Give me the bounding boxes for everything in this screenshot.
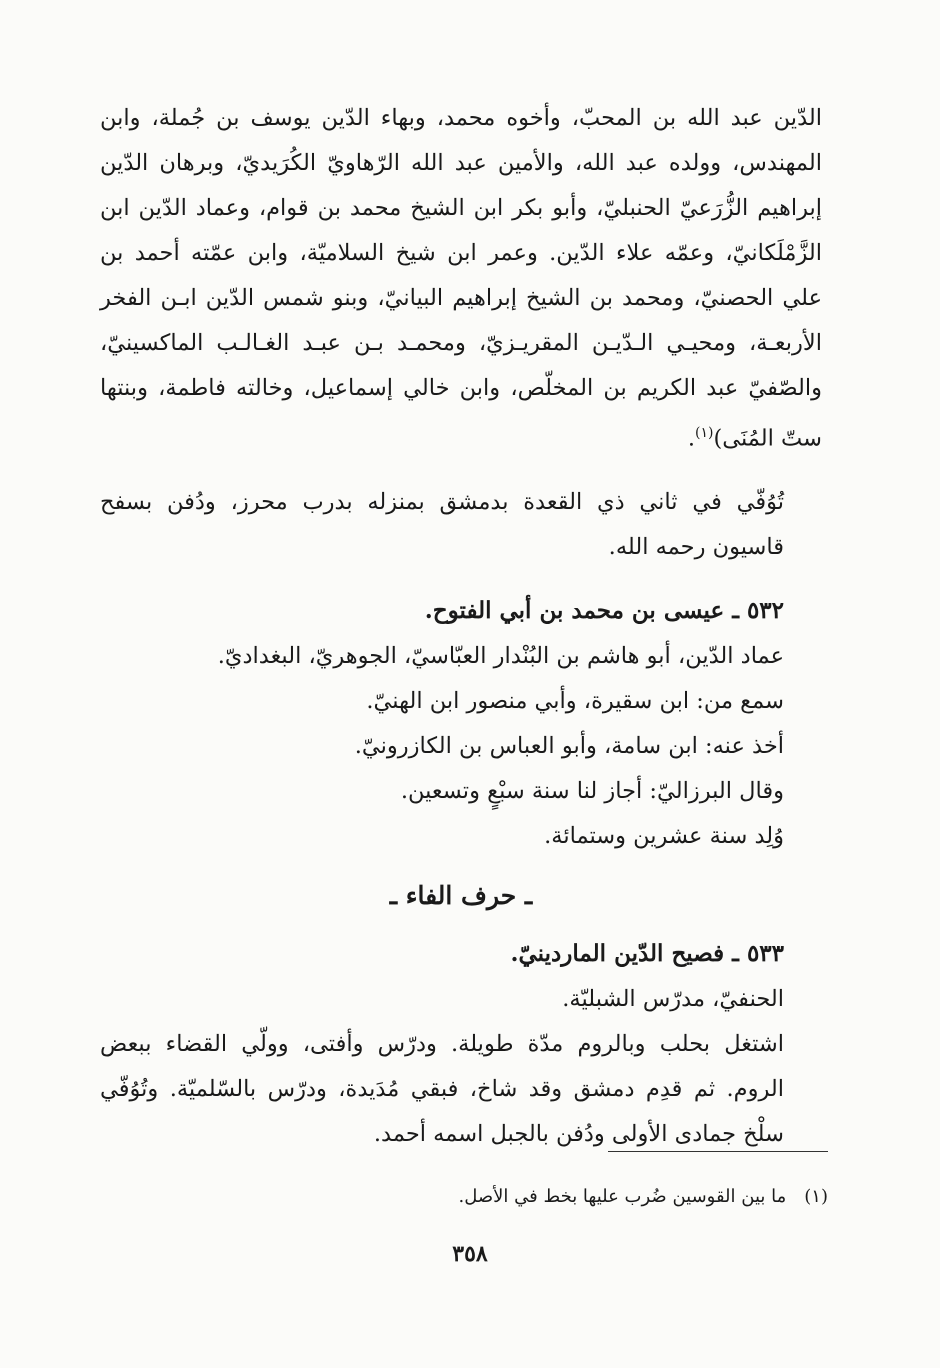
entry-line: سمع من: ابن سقيرة، وأبي منصور ابن الهنيّ. — [366, 687, 784, 714]
entry-line: عماد الدّين، أبو هاشم بن البُنْدار العبّاسيّ، الجوهريّ، البغداديّ. — [217, 642, 784, 669]
entry-line: وُلِد سنة عشرين وستمائة. — [544, 822, 784, 849]
page-number: ٣٥٨ — [452, 1241, 488, 1267]
entry-paragraph: اشتغل بحلب وبالروم مدّة طويلة. ودرّس وأفتى، وولّي القضاء ببعض الروم. ثم قدِم دمشق وقد شاخ، فبقي مُدَيدة، ودرّس بالسّلميّة. وتُوُفّي سلْخ جمادى الأولى ودُفن بالجبل اسمه أحمد. — [100, 1030, 784, 1147]
death-paragraph: تُوُفّي في ثاني ذي القعدة بدمشق بمنزله بدرب محرز، ودُفن بسفح قاسيون رحمه الله. — [100, 488, 784, 560]
paragraph-end: . — [687, 425, 695, 452]
continuation-paragraph — [100, 96, 822, 462]
paragraph-text: الدّين عبد الله بن المحبّ، وأخوه محمد، وبهاء الدّين يوسف بن جُملة، وابن المهندس، وولده عبد الله، والأمين عبد الله الرّهاويّ الكُرَيديّ، وبرهان الدّين إبراهيم الزُّرَعيّ الحنبليّ، وأبو بكر ابن الشيخ محمد بن قوام، وعماد الدّين ابن الزَّمْلَكانيّ، وعمّه علاء الدّين. وعمر ابن شيخ السلاميّة، وابن عمّته أحمد بن علي الحصنيّ، ومحمد بن الشيخ إبراهيم البيانيّ، وبنو شمس الدّين ابـن الفخر الأربعـة، ومحيـي الـدّيـن المقريـزيّ، ومحمـد بـن عبـد الغـالـب الماكسينيّ، والصّفيّ عبد الكريم بن المخلّص، وابن خالي إسماعيل، وخالته فاطمة، وبنتها ستّ المُنَى) — [100, 105, 822, 452]
entry-line: وقال البرزاليّ: أجاز لنا سنة سبْعٍ وتسعين. — [400, 777, 784, 804]
section-title: ـ حرف الفاء ـ — [389, 880, 533, 910]
footnote-divider — [608, 1151, 828, 1152]
entry-532 — [100, 588, 822, 859]
entry-533 — [100, 931, 822, 1157]
footnote-number: (١) — [804, 1186, 828, 1207]
entry-line: أخذ عنه: ابن سامة، وأبو العباس بن الكازرونيّ. — [354, 732, 784, 759]
entry-line: الحنفيّ، مدرّس الشبليّة. — [562, 985, 784, 1012]
entry-heading: ٥٣٣ ـ فصيح الدّين الماردينيّ. — [510, 939, 784, 967]
footnote-text: ما بين القوسين ضُرب عليها بخط في الأصل. — [458, 1186, 787, 1207]
footnote — [300, 1182, 828, 1212]
footnote-marker: (١) — [694, 425, 714, 441]
main-text — [100, 96, 822, 1157]
entry-heading: ٥٣٢ ـ عيسى بن محمد بن أبي الفتوح. — [424, 596, 784, 624]
